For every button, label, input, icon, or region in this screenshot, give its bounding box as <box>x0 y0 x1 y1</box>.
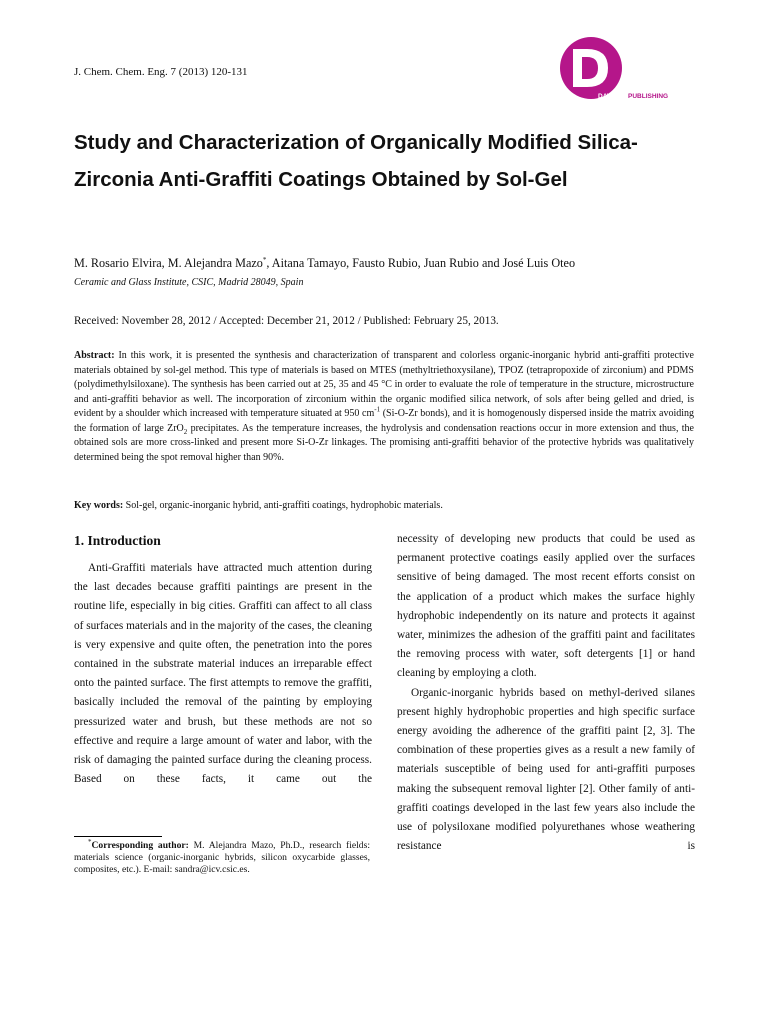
affiliation: Ceramic and Glass Institute, CSIC, Madrid 28049, Spain <box>74 277 304 288</box>
footnote-star: * <box>88 837 92 846</box>
abstract-sub: 2 <box>183 427 188 436</box>
logo-word-publishing: PUBLISHING <box>628 93 669 100</box>
section-heading-introduction: 1. Introduction <box>74 533 161 548</box>
abstract <box>74 349 694 465</box>
logo-word-david: DAVID <box>598 93 618 100</box>
logo-circle <box>560 37 622 99</box>
abstract-label: Abstract: <box>74 350 115 361</box>
left-column <box>74 559 372 789</box>
authors-part1: M. Rosario Elvira, M. Alejandra Mazo <box>74 256 263 270</box>
footnote <box>74 837 370 877</box>
keywords-text: Sol-gel, organic-inorganic hybrid, anti-graffiti coatings, hydrophobic materials. <box>123 500 443 511</box>
author-list <box>74 256 575 271</box>
corresponding-star: * <box>262 255 267 264</box>
received-dates: Received: November 28, 2012 / Accepted: December 21, 2012 / Published: February 25, 2013. <box>74 315 499 327</box>
abstract-text-1: In this work, it is presented the synthesis and characterization of transparent and colorless organic-inorganic hybrid anti-graffiti protective materials obtained by sol-gel method. This type of materials is based on MTES (methyltriethoxysilane), TPOZ (tetrapropoxide of zirconium) and PDMS (polydimethylsiloxane). The synthesis has been carried out at 25, 35 and 45 °C in order to evaluate the role of temperature in the structure, microstructure and anti-graffiti behavior as well. The incorporation of zirconium within the organic modified silica network, of sols after being gelled and dried, is evident by a shoulder which increased with temperature situated at 950 cm <box>74 350 694 419</box>
keywords <box>74 500 694 511</box>
footnote-text: M. Alejandra Mazo, Ph.D., research fields: materials science (organic-inorganic hybrids, silicon oxycarbide glasses, composites, etc.). E-mail: sandra@icv.csic.es. <box>74 840 370 876</box>
intro-paragraph-1-continued: necessity of developing new products that could be used as permanent protective coatings easily applied over the surfaces sensitive of being damaged. The most recent efforts consist on the application of a product which makes the surface highly hydrophobic independently on its nature and protects it against water, minimizes the adhesion of the graffiti paint and facilitates the removing process with water, soft detergents [1] or hand cleaning by employing a cloth. <box>397 533 695 680</box>
journal-reference: J. Chem. Chem. Eng. 7 (2013) 120-131 <box>74 66 248 78</box>
intro-paragraph-2: Organic-inorganic hybrids based on methyl-derived silanes present highly hydrophobic properties and high specific surface energy avoiding the adherence of the graffiti paint [2, 3]. The combination of these properties gives as a result a new family of materials susceptible of being used for anti-graffiti purposes making the subsequent removal lighter [2]. Other family of anti-graffiti coatings developed in the last few years also include the use of polysiloxane modified polyurethanes whose weathering resistance is <box>397 686 695 853</box>
right-column <box>397 530 695 856</box>
paper-title: Study and Characterization of Organically Modified Silica-Zirconia Anti-Graffiti Coatings Obtained by Sol-Gel <box>74 131 638 191</box>
footnote-label: Corresponding author: <box>91 840 189 851</box>
abstract-text-2: (Si-O-Zr bonds), and it is homogenously dispersed inside the matrix avoiding the formation of large ZrO <box>74 408 695 434</box>
abstract-sup: -1 <box>374 405 381 414</box>
abstract-text-3: precipitates. As the temperature increases, the hydrolysis and condensation reactions occur in more extension and thus, the obtained sols are more cross-linked and present more Si-O-Zr linkages. The promising anti-graffiti behavior of the protective hybrids was qualitatively determined being the spot removal higher than 90%. <box>74 422 694 463</box>
authors-part2: , Aitana Tamayo, Fausto Rubio, Juan Rubio and José Luis Oteo <box>266 256 576 270</box>
keywords-label: Key words: <box>74 500 124 511</box>
intro-paragraph-1: Anti-Graffiti materials have attracted much attention during the last decades because graffiti paintings are present in the routine life, especially in big cities. Graffiti can affect to all class of surfaces materials and in the majority of the cases, the cleaning is very expensive and quite often, the penetration into the pores contained in the substrate material induces an irreparable effect onto the painted surface. The first attempts to remove the graffiti, basically included the removal of the painting by employing pressurized water and brush, but these methods are not so effective and require a large amount of water and labor, with the risk of damaging the painted surface during the cleaning process. Based on these facts, it came out the <box>74 562 372 786</box>
publisher-logo <box>560 37 700 107</box>
